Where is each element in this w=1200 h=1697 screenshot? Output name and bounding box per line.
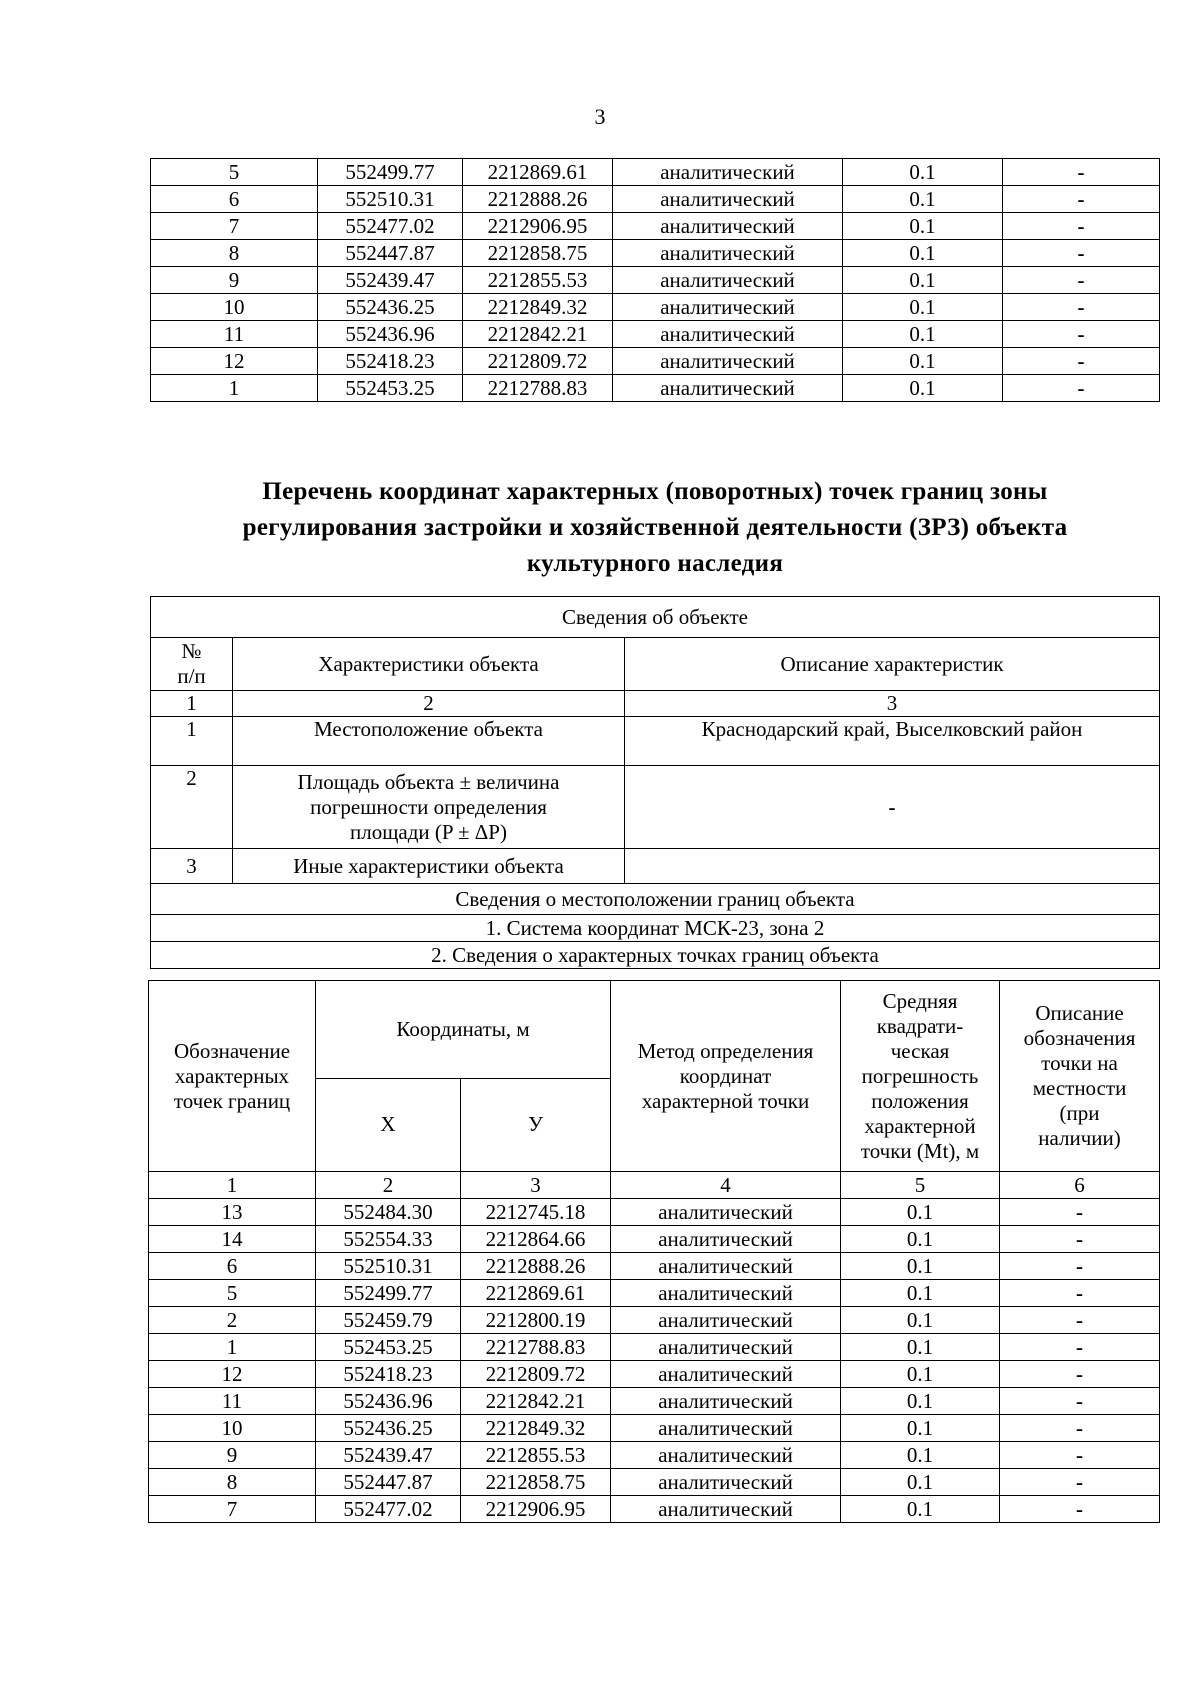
section-title xyxy=(150,474,1160,582)
point-number-cell: 7 xyxy=(149,1496,316,1523)
y-coordinate-cell: 2212869.61 xyxy=(463,159,613,186)
error-cell: 0.1 xyxy=(841,1361,1000,1388)
row-number: 2 xyxy=(151,766,233,849)
x-coordinate-cell: 552436.25 xyxy=(318,294,463,321)
error-cell: 0.1 xyxy=(841,1226,1000,1253)
header-line: (при xyxy=(1059,1101,1100,1125)
table-row xyxy=(149,1307,1160,1334)
table-row xyxy=(151,213,1160,240)
y-coordinate-cell: 2212858.75 xyxy=(463,240,613,267)
description-cell: - xyxy=(1003,375,1160,402)
table-row xyxy=(149,1415,1160,1442)
x-coordinate-cell: 552439.47 xyxy=(316,1442,461,1469)
x-coordinate-cell: 552453.25 xyxy=(316,1334,461,1361)
header-line: точек границ xyxy=(173,1088,291,1113)
title-line: культурного наследия xyxy=(526,550,784,577)
table-row xyxy=(151,375,1160,402)
error-cell: 0.1 xyxy=(843,186,1003,213)
table-row xyxy=(151,294,1160,321)
description-cell: - xyxy=(1000,1415,1160,1442)
point-number-cell: 2 xyxy=(149,1307,316,1334)
y-coordinate-cell: 2212745.18 xyxy=(461,1199,611,1226)
method-cell: аналитический xyxy=(613,321,843,348)
error-cell: 0.1 xyxy=(841,1469,1000,1496)
y-coordinate-cell: 2212842.21 xyxy=(461,1388,611,1415)
point-number-cell: 12 xyxy=(151,348,318,375)
index-cell: 1 xyxy=(151,691,233,717)
index-cell: 2 xyxy=(316,1172,461,1199)
table-row xyxy=(149,1280,1160,1307)
boundary-points-table xyxy=(148,980,1160,1523)
point-number-cell: 14 xyxy=(149,1226,316,1253)
point-number-cell: 6 xyxy=(151,186,318,213)
table-row xyxy=(151,849,1160,884)
header-line: обозначения xyxy=(1023,1026,1136,1050)
header-line: характерной xyxy=(864,1113,976,1138)
description-cell: Краснодарский край, Выселковский район xyxy=(625,717,1160,766)
x-coordinate-cell: 552447.87 xyxy=(316,1469,461,1496)
index-cell: 3 xyxy=(625,691,1160,717)
table-row xyxy=(151,240,1160,267)
table-row xyxy=(149,1334,1160,1361)
characteristic-cell: Иные характеристики объекта xyxy=(233,849,625,884)
x-coordinate-cell: 552477.02 xyxy=(316,1496,461,1523)
point-number-cell: 12 xyxy=(149,1361,316,1388)
point-number-cell: 8 xyxy=(151,240,318,267)
x-coordinate-cell: 552436.25 xyxy=(316,1415,461,1442)
table-row xyxy=(149,1253,1160,1280)
col-y-header: У xyxy=(461,1078,611,1172)
characteristic-line: площади (P ± ΔP) xyxy=(350,819,507,844)
y-coordinate-cell: 2212906.95 xyxy=(461,1496,611,1523)
point-number-cell: 6 xyxy=(149,1253,316,1280)
col-characteristics-header: Характеристики объекта xyxy=(233,638,625,691)
x-coordinate-cell: 552484.30 xyxy=(316,1199,461,1226)
x-coordinate-cell: 552436.96 xyxy=(318,321,463,348)
header-line: характерной точки xyxy=(641,1088,810,1113)
col-num-line: п/п xyxy=(177,664,206,688)
error-cell: 0.1 xyxy=(841,1388,1000,1415)
object-info-table xyxy=(150,596,1160,969)
y-coordinate-cell: 2212800.19 xyxy=(461,1307,611,1334)
table-row xyxy=(149,1361,1160,1388)
header-line: положения xyxy=(871,1088,969,1113)
header-line: характерных xyxy=(174,1063,290,1088)
page-number: 3 xyxy=(594,104,606,129)
col-error-header xyxy=(841,981,1000,1172)
continued-coordinates-body xyxy=(151,159,1160,402)
row-number: 1 xyxy=(151,717,233,766)
location-header: Сведения о местоположении границ объекта xyxy=(151,884,1160,915)
method-cell: аналитический xyxy=(611,1361,841,1388)
error-cell: 0.1 xyxy=(841,1442,1000,1469)
table-row xyxy=(149,1172,1160,1199)
error-cell: 0.1 xyxy=(841,1307,1000,1334)
header-line: местности xyxy=(1032,1076,1127,1100)
table-row xyxy=(149,981,1160,1079)
point-number-cell: 5 xyxy=(149,1280,316,1307)
table-row xyxy=(151,915,1160,942)
x-coordinate-cell: 552459.79 xyxy=(316,1307,461,1334)
table-row xyxy=(151,348,1160,375)
col-desc-header xyxy=(1000,981,1160,1172)
x-coordinate-cell: 552510.31 xyxy=(318,186,463,213)
x-coordinate-cell: 552418.23 xyxy=(318,348,463,375)
col-point-header xyxy=(149,981,316,1172)
header-line: точки на xyxy=(1041,1051,1118,1075)
index-cell: 5 xyxy=(841,1172,1000,1199)
method-cell: аналитический xyxy=(613,186,843,213)
y-coordinate-cell: 2212809.72 xyxy=(463,348,613,375)
description-cell xyxy=(625,849,1160,884)
header-line: точки (Mt), м xyxy=(860,1138,980,1163)
point-number-cell: 8 xyxy=(149,1469,316,1496)
point-number-cell: 7 xyxy=(151,213,318,240)
point-number-cell: 1 xyxy=(149,1334,316,1361)
x-coordinate-cell: 552510.31 xyxy=(316,1253,461,1280)
index-cell: 4 xyxy=(611,1172,841,1199)
y-coordinate-cell: 2212849.32 xyxy=(461,1415,611,1442)
description-cell: - xyxy=(1000,1361,1160,1388)
header-line: координат xyxy=(679,1063,772,1088)
row-number: 3 xyxy=(151,849,233,884)
error-cell: 0.1 xyxy=(841,1415,1000,1442)
header-line: погрешность xyxy=(861,1063,979,1088)
point-number-cell: 9 xyxy=(151,267,318,294)
description-cell: - xyxy=(1000,1442,1160,1469)
header-line: Описание xyxy=(1035,1001,1124,1025)
error-cell: 0.1 xyxy=(843,294,1003,321)
title-line: Перечень координат характерных (поворотных) точек границ зоны xyxy=(262,478,1048,505)
table-row xyxy=(149,1442,1160,1469)
col-method-header xyxy=(611,981,841,1172)
method-cell: аналитический xyxy=(611,1496,841,1523)
method-cell: аналитический xyxy=(611,1226,841,1253)
x-coordinate-cell: 552554.33 xyxy=(316,1226,461,1253)
point-number-cell: 9 xyxy=(149,1442,316,1469)
method-cell: аналитический xyxy=(613,240,843,267)
col-num-header xyxy=(151,638,233,691)
header-line: Метод определения xyxy=(637,1038,814,1063)
table-row xyxy=(151,884,1160,915)
x-coordinate-cell: 552439.47 xyxy=(318,267,463,294)
table-row xyxy=(151,766,1160,849)
table-row xyxy=(151,717,1160,766)
col-description-header: Описание характеристик xyxy=(625,638,1160,691)
header-line: ческая xyxy=(890,1038,950,1063)
table-row xyxy=(149,1226,1160,1253)
x-coordinate-cell: 552453.25 xyxy=(318,375,463,402)
characteristic-line: погрешности определения xyxy=(310,794,547,819)
method-cell: аналитический xyxy=(611,1307,841,1334)
description-cell: - xyxy=(1003,186,1160,213)
method-cell: аналитический xyxy=(613,213,843,240)
y-coordinate-cell: 2212855.53 xyxy=(463,267,613,294)
col-num-line: № xyxy=(181,639,202,663)
description-cell: - xyxy=(1003,159,1160,186)
method-cell: аналитический xyxy=(611,1442,841,1469)
description-cell: - xyxy=(1003,321,1160,348)
header-line: Обозначение xyxy=(173,1038,291,1063)
description-cell: - xyxy=(1000,1253,1160,1280)
x-coordinate-cell: 552418.23 xyxy=(316,1361,461,1388)
table-row xyxy=(149,1469,1160,1496)
table-row xyxy=(151,597,1160,638)
continued-coordinates-table xyxy=(150,158,1160,402)
error-cell: 0.1 xyxy=(843,213,1003,240)
y-coordinate-cell: 2212855.53 xyxy=(461,1442,611,1469)
error-cell: 0.1 xyxy=(841,1280,1000,1307)
point-number-cell: 11 xyxy=(149,1388,316,1415)
x-coordinate-cell: 552436.96 xyxy=(316,1388,461,1415)
method-cell: аналитический xyxy=(611,1415,841,1442)
table-row xyxy=(151,159,1160,186)
point-number-cell: 10 xyxy=(151,294,318,321)
description-cell: - xyxy=(1000,1280,1160,1307)
index-cell: 3 xyxy=(461,1172,611,1199)
point-number-cell: 10 xyxy=(149,1415,316,1442)
description-cell: - xyxy=(1000,1469,1160,1496)
boundary-points-body xyxy=(149,1199,1160,1523)
error-cell: 0.1 xyxy=(841,1334,1000,1361)
point-number-cell: 1 xyxy=(151,375,318,402)
error-cell: 0.1 xyxy=(841,1496,1000,1523)
point-number-cell: 5 xyxy=(151,159,318,186)
method-cell: аналитический xyxy=(611,1280,841,1307)
title-line: регулирования застройки и хозяйственной деятельности (ЗРЗ) объекта xyxy=(242,514,1068,541)
x-coordinate-cell: 552499.77 xyxy=(316,1280,461,1307)
table-row xyxy=(149,1199,1160,1226)
point-number-cell: 13 xyxy=(149,1199,316,1226)
table-row xyxy=(149,1388,1160,1415)
description-cell: - xyxy=(1003,213,1160,240)
method-cell: аналитический xyxy=(613,375,843,402)
y-coordinate-cell: 2212842.21 xyxy=(463,321,613,348)
method-cell: аналитический xyxy=(613,348,843,375)
table-row xyxy=(151,638,1160,691)
description-cell: - xyxy=(1003,267,1160,294)
x-coordinate-cell: 552499.77 xyxy=(318,159,463,186)
table-row xyxy=(151,267,1160,294)
coord-system: 1. Система координат МСК-23, зона 2 xyxy=(151,915,1160,942)
point-number-cell: 11 xyxy=(151,321,318,348)
characteristic-line: Площадь объекта ± величина xyxy=(297,769,560,794)
error-cell: 0.1 xyxy=(843,375,1003,402)
method-cell: аналитический xyxy=(611,1388,841,1415)
description-cell: - xyxy=(1003,294,1160,321)
description-cell: - xyxy=(1000,1307,1160,1334)
description-cell: - xyxy=(1000,1334,1160,1361)
description-cell: - xyxy=(1000,1496,1160,1523)
col-coords-header: Координаты, м xyxy=(316,981,611,1079)
characteristic-cell: Местоположение объекта xyxy=(233,717,625,766)
description-cell: - xyxy=(1000,1388,1160,1415)
error-cell: 0.1 xyxy=(843,348,1003,375)
method-cell: аналитический xyxy=(613,294,843,321)
y-coordinate-cell: 2212864.66 xyxy=(461,1226,611,1253)
y-coordinate-cell: 2212869.61 xyxy=(461,1280,611,1307)
index-cell: 1 xyxy=(149,1172,316,1199)
object-info-header: Сведения об объекте xyxy=(151,597,1160,638)
error-cell: 0.1 xyxy=(841,1199,1000,1226)
method-cell: аналитический xyxy=(611,1253,841,1280)
index-cell: 6 xyxy=(1000,1172,1160,1199)
y-coordinate-cell: 2212788.83 xyxy=(463,375,613,402)
method-cell: аналитический xyxy=(613,267,843,294)
method-cell: аналитический xyxy=(611,1334,841,1361)
table-row xyxy=(151,942,1160,969)
method-cell: аналитический xyxy=(611,1199,841,1226)
error-cell: 0.1 xyxy=(841,1253,1000,1280)
description-cell: - xyxy=(1000,1226,1160,1253)
error-cell: 0.1 xyxy=(843,321,1003,348)
header-line: наличии) xyxy=(1038,1126,1121,1150)
header-line: квадрати- xyxy=(876,1013,964,1038)
y-coordinate-cell: 2212788.83 xyxy=(461,1334,611,1361)
description-cell: - xyxy=(1000,1199,1160,1226)
y-coordinate-cell: 2212858.75 xyxy=(461,1469,611,1496)
y-coordinate-cell: 2212906.95 xyxy=(463,213,613,240)
error-cell: 0.1 xyxy=(843,159,1003,186)
error-cell: 0.1 xyxy=(843,240,1003,267)
x-coordinate-cell: 552447.87 xyxy=(318,240,463,267)
points-header: 2. Сведения о характерных точках границ объекта xyxy=(151,942,1160,969)
method-cell: аналитический xyxy=(613,159,843,186)
method-cell: аналитический xyxy=(611,1469,841,1496)
y-coordinate-cell: 2212888.26 xyxy=(463,186,613,213)
characteristic-cell xyxy=(233,766,625,849)
y-coordinate-cell: 2212849.32 xyxy=(463,294,613,321)
table-row xyxy=(151,186,1160,213)
y-coordinate-cell: 2212888.26 xyxy=(461,1253,611,1280)
description-cell: - xyxy=(1003,348,1160,375)
description-cell: - xyxy=(1003,240,1160,267)
header-line: Средняя xyxy=(882,988,958,1013)
col-x-header: X xyxy=(316,1078,461,1172)
table-row xyxy=(151,321,1160,348)
table-row xyxy=(149,1496,1160,1523)
description-cell: - xyxy=(625,766,1160,849)
x-coordinate-cell: 552477.02 xyxy=(318,213,463,240)
y-coordinate-cell: 2212809.72 xyxy=(461,1361,611,1388)
table-row xyxy=(151,691,1160,717)
index-cell: 2 xyxy=(233,691,625,717)
error-cell: 0.1 xyxy=(843,267,1003,294)
